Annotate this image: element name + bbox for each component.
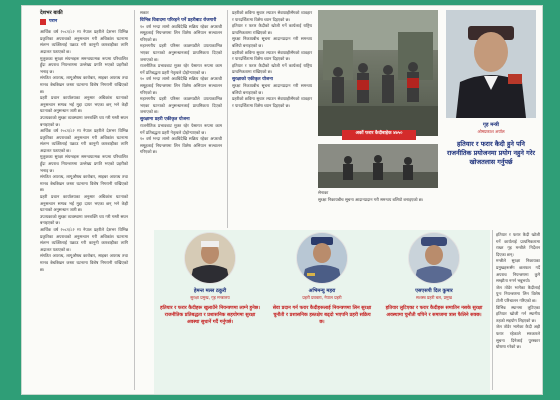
right-paragraph: प्रहरीको छविमा सुधार ल्याउन सेवाग्राहीसँगको व्यवहार र पारदर्शितामा विशेष ध्यान दिइएको छ। — [232, 10, 312, 22]
official-quote: हतियार र फरार कैदीहरू खुलाउँने नियन्त्रणमा लाग्ने हुनेछ। राजनीतिक प्रतिबद्धता र प्रशासनिक सहयोगमा सुरक्षा अवस्था सुधार्ने गर्दै गर्नुपर्छ। — [160, 306, 260, 325]
left-paragraph: उपत्यकाको सुरक्षा व्यवस्थामा जनशक्ति थप गरी गस्ती सघन बनाइएको छ। — [40, 213, 128, 226]
left-paragraph: उपत्यकाको सुरक्षा व्यवस्थामा जनशक्ति थप गरी गस्ती सघन बनाइएको छ। — [40, 114, 128, 127]
far-right-paragraph: जेल तोडेर भागेका कैदीलाई पुनः नियन्त्रणमा लिन विशेष टोली परिचालन गरिएको छ। — [496, 284, 540, 303]
official-photo — [408, 232, 460, 284]
official-name: अभिमन्यु महरा — [308, 288, 336, 294]
right-paragraph: प्रहरीको छविमा सुधार ल्याउन सेवाग्राहीसँगको व्यवहार र पारदर्शितामा विशेष ध्यान दिइएको छ। — [232, 96, 312, 108]
official-role: सुरक्षा प्रमुख, गृह मन्त्रालय — [190, 295, 230, 300]
left-paragraph: प्रहरी प्रधान कार्यालयका अनुसार अधिकांश घटनाको अनुसन्धान सम्पन्न भई मुद्दा दायर भएका छन् भने केही घटनाको अनुसन्धान जारी छ। — [40, 95, 128, 114]
right-subhead: सुरक्षाको एकीकृत योजना — [232, 76, 273, 82]
crowd-illustration — [318, 10, 438, 136]
minister-name: ओमप्रकाश अर्याल — [477, 129, 505, 134]
protest-photo — [318, 10, 438, 136]
official-quote: हतियार लुटिएका र फरार कैदीहरू समातिन नसके सुरक्षा अवस्थामा चुनौती थपिने र समाजमा त्रास फैलिने सक्छ। — [385, 306, 483, 318]
right-paragraph: सुरक्षा निकायबीच सूचना आदानप्रदान गरी समन्वय बलियो बनाइएको छ। — [232, 36, 312, 48]
mid-paragraph: राजनीतिक प्रभावबाट मुक्त रहेर पेसागत रूपमा काम गर्ने प्रतिबद्धता प्रहरी नेतृत्वले दोहोर्‍याएको छ। — [140, 63, 222, 75]
left-paragraph: आर्थिक वर्ष २०८१/८२ मा नेपाल प्रहरीले देशभर विभिन्न प्रकृतिका अपराधको अनुसन्धान गरी अधिकांश घटनामा संलग्न व्यक्तिलाई पक्राउ गरी कानुनी कारबाहीका लागि अदालत पठाएको छ। — [40, 29, 128, 54]
far-right-paragraph: जेल तोडेर भागेका कैदी अझै फरार रहेकाले सरकारले सूचना दिनेलाई पुरस्कार घोषणा गरेको छ। — [496, 324, 540, 350]
left-paragraph: प्रहरी प्रधान कार्यालयका अनुसार अधिकांश घटनाको अनुसन्धान सम्पन्न भई मुद्दा दायर भएका छन् भने केही घटनाको अनुसन्धान जारी छ। — [40, 194, 128, 213]
scene-illustration — [318, 144, 438, 188]
minister-box — [442, 10, 540, 226]
left-paragraph: संगठित अपराध, लागूऔषध कारोबार, साइबर अपराध तथा मानव बेचबिखन जस्ता घटनामा विशेष निगरानी राखिएको छ। — [40, 174, 128, 193]
right-paragraph: हतियार र फरार कैदीको खोजी गर्ने कार्यलाई राष्ट्रिय प्राथमिकतामा राखिएको छ। — [232, 62, 312, 75]
official-card — [156, 232, 264, 392]
left-paragraph: मुलुकका सुरक्षा संयन्त्रहरू समन्वयात्मक रूपमा परिचालित हुँदा अपराध नियन्त्रणमा उल्लेख्य प्रगति भएको प्रहरीको भनाइ छ। — [40, 154, 128, 173]
official-portrait — [409, 233, 459, 283]
minister-headline: हतियार र फरार कैदी हुने पनि राजनीतिक प्रयोजनमा प्रयोग नहुने गरेर खोजतलास गर्नुपर्छ — [447, 140, 535, 166]
mid-kicker: सकार — [140, 10, 149, 15]
bullet-square-icon — [40, 19, 46, 25]
far-right-paragraph: हतियार र फरार कैदी खोजी गर्ने कार्यलाई प्राथमिकतामा राख्न गृह मन्त्रीले निर्देशन दिएका छन्। — [496, 232, 540, 257]
official-card — [380, 232, 488, 392]
secondary-photo — [318, 144, 438, 188]
right-paragraph: प्रहरीको छविमा सुधार ल्याउन सेवाग्राहीसँगको व्यवहार र पारदर्शितामा विशेष ध्यान दिइएको छ। — [232, 49, 312, 62]
photo-credit: सेनाका — [318, 190, 329, 195]
left-paragraph: आर्थिक वर्ष २०८१/८२ मा नेपाल प्रहरीले देशभर विभिन्न प्रकृतिका अपराधको अनुसन्धान गरी अधिकांश घटनामा संलग्न व्यक्तिलाई पक्राउ गरी कानुनी कारबाहीका लागि अदालत पठाएको छ। — [40, 128, 128, 153]
mid-paragraph: महानगरीय प्रहरी परिसर काठमाडौंले उपत्यकाभित्र भएका घटनाको अनुसन्धानलाई प्राथमिकता दिएको जनाएको छ। — [140, 43, 222, 62]
mid-subhead-2: सुरक्षामा प्रहरी एकीकृत योजना — [140, 116, 190, 122]
left-paragraph: आर्थिक वर्ष २०८१/८२ मा नेपाल प्रहरीले देशभर विभिन्न प्रकृतिका अपराधको अनुसन्धान गरी अधिकांश घटनामा संलग्न व्यक्तिलाई पक्राउ गरी कानुनी कारबाहीका लागि अदालत पठाएको छ। — [40, 227, 128, 252]
official-quote: सेवा प्रदान गर्न फरार कैदीहरूलाई नियन्त्रणमा लिन सुरक्षा चुनौती र प्रशासनिक हस्तक्षेप बढ्दो भएपनि प्रहरी सक्रिय छ। — [272, 306, 372, 325]
column-rule — [134, 10, 135, 390]
minister-title: गृह मन्त्री — [483, 122, 499, 128]
section-kicker: देशभर बाकी — [40, 10, 63, 16]
column-rule — [227, 10, 228, 228]
official-photo — [184, 232, 236, 284]
minister-photo — [446, 10, 536, 118]
official-portrait — [297, 233, 347, 283]
official-name: हेमन्त मल्ल ठकुरी — [193, 288, 227, 294]
left-paragraph: मुलुकका सुरक्षा संयन्त्रहरू समन्वयात्मक रूपमा परिचालित हुँदा अपराध नियन्त्रणमा उल्लेख्य प्रगति भएको प्रहरीको भनाइ छ। — [40, 55, 128, 74]
far-right-column — [496, 232, 540, 351]
official-photo — [296, 232, 348, 284]
official-role: सशस्त्र प्रहरी बल, प्रमुख — [416, 295, 452, 300]
mid-paragraph: १० वर्ष भन्दा लामो अवधिदेखि सक्रिय रहेका अपराधी समूहलाई नियन्त्रणमा लिन विशेष अभियान सञ्चालन गरिएको छ। — [140, 76, 222, 95]
mid-paragraph: महानगरीय प्रहरी परिसर काठमाडौंले उपत्यकाभित्र भएका घटनाको अनुसन्धानलाई प्राथमिकता दिएको जनाएको छ। — [140, 96, 222, 115]
right-paragraph: सुरक्षा निकायबीच सूचना आदानप्रदान गरी समन्वय बलियो बनाइएको छ। — [318, 196, 424, 202]
mid-paragraph: १० वर्ष भन्दा लामो अवधिदेखि सक्रिय रहेका अपराधी समूहलाई नियन्त्रणमा लिन विशेष अभियान सञ्चालन गरिएको छ। — [140, 23, 222, 42]
official-card — [268, 232, 376, 392]
minister-portrait — [446, 10, 536, 118]
left-paragraph: संगठित अपराध, लागूऔषध कारोबार, साइबर अपराध तथा मानव बेचबिखन जस्ता घटनामा विशेष निगरानी राखिएको छ। — [40, 75, 128, 94]
right-text-column — [232, 10, 312, 109]
middle-column — [140, 10, 222, 156]
newspaper-page — [22, 6, 542, 394]
official-name: एसएसपी दिल कुमार — [415, 288, 453, 294]
section-tag: परान — [49, 18, 58, 24]
mid-subhead: विभिन्न विवादमा परिरहने पर्ने प्रहरीबाट रोजगारी — [140, 17, 217, 23]
far-right-paragraph: मन्त्रीले सुरक्षा निकायका प्रमुखहरूसँग छलफल गर्दै अपराध नियन्त्रणमा कुनै सम्झौता नगर्न भन्नुभयो। — [496, 258, 540, 284]
far-right-paragraph: विभिन्न स्थानमा लुटिएका हतियार खोजी गर्न स्थानीय तहको सहयोग लिइएको छ। — [496, 304, 540, 323]
mid-paragraph: राजनीतिक प्रभावबाट मुक्त रहेर पेसागत रूपमा काम गर्ने प्रतिबद्धता प्रहरी नेतृत्वले दोहोर्‍याएको छ। — [140, 122, 222, 135]
left-paragraph: संगठित अपराध, लागूऔषध कारोबार, साइबर अपराध तथा मानव बेचबिखन जस्ता घटनामा विशेष निगरानी राखिएको छ। — [40, 253, 128, 272]
photo-caption: अर्को फरार कैदीबाहेक ४७५० — [342, 130, 416, 140]
secondary-photo-text — [318, 190, 438, 203]
right-paragraph: हतियार र फरार कैदीको खोजी गर्ने कार्यलाई राष्ट्रिय प्राथमिकतामा राखिएको छ। — [232, 23, 312, 35]
right-paragraph: सुरक्षा निकायबीच सूचना आदानप्रदान गरी समन्वय बलियो बनाइएको छ। — [232, 82, 312, 95]
official-portrait — [185, 233, 235, 283]
column-rule — [492, 230, 493, 390]
left-column — [40, 10, 128, 273]
official-role: प्रहरी प्रवक्ता, नेपाल प्रहरी — [302, 295, 342, 300]
mid-paragraph: १० वर्ष भन्दा लामो अवधिदेखि सक्रिय रहेका अपराधी समूहलाई नियन्त्रणमा लिन विशेष अभियान सञ्चालन गरिएको छ। — [140, 136, 222, 155]
